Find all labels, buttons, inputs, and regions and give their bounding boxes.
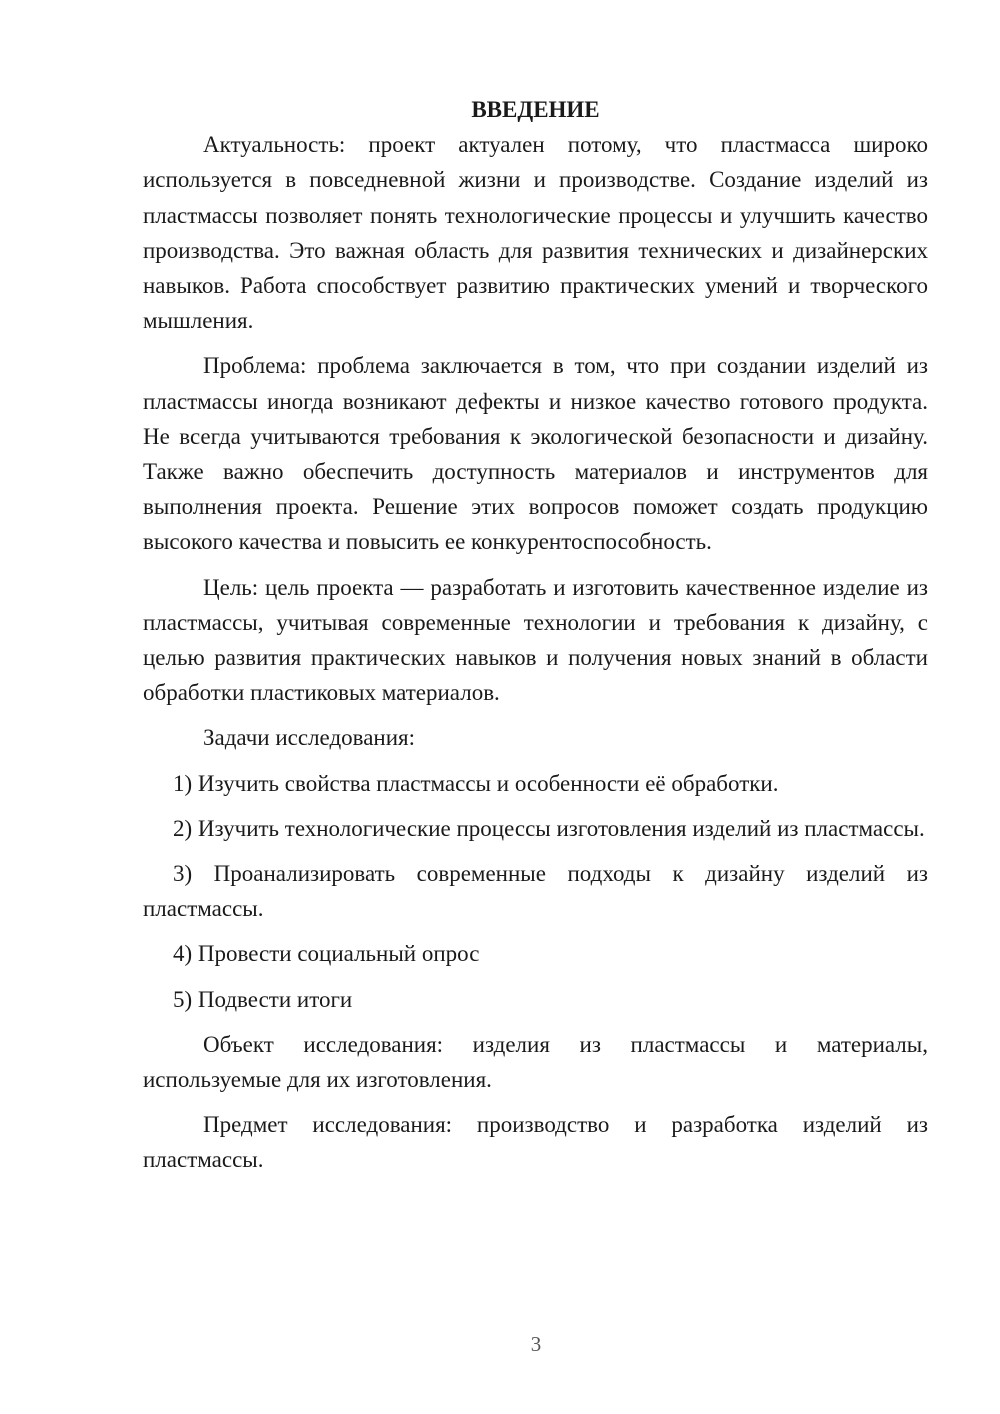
- task-item: 4) Провести социальный опрос: [173, 941, 480, 967]
- tasks-heading: Задачи исследования:: [203, 725, 416, 751]
- problem-paragraph: Проблема: проблема заключается в том, что при создании изделий из пластмассы иногда возникают дефекты и низкое качество готового продукта. Не всегда учитываются требования к экологической безопасности и дизайну. Также важно обеспечить доступность материалов и инструментов для выполнения проекта. Решение этих вопросов поможет создать продукцию высокого качества и повысить ее конкурентоспособность.: [143, 353, 928, 555]
- task-item: 2) Изучить технологические процессы изготовления изделий из пластмассы.: [173, 815, 925, 841]
- page-content: [143, 92, 928, 1178]
- page-title: ВВЕДЕНИЕ: [471, 97, 600, 122]
- page-number: 3: [530, 1332, 542, 1356]
- task-item: 5) Подвести итоги: [173, 986, 353, 1012]
- relevance-paragraph: Актуальность: проект актуален потому, что пластмасса широко используется в повседневной жизни и производстве. Создание изделий из пластмассы позволяет понять технологические процессы и улучшить качество производства. Это важная область для развития технических и дизайнерских навыков. Работа способствует развитию практических умений и творческого мышления.: [143, 132, 928, 334]
- subject-paragraph: Предмет исследования: производство и разработка изделий из пластмассы.: [143, 1112, 928, 1173]
- object-paragraph: Объект исследования: изделия из пластмассы и материалы, используемые для их изготовления.: [143, 1031, 928, 1093]
- task-item: 1) Изучить свойства пластмассы и особенности её обработки.: [173, 770, 779, 796]
- task-item: 3) Проанализировать современные подходы к дизайну изделий из пластмассы.: [143, 861, 928, 922]
- goal-paragraph: Цель: цель проекта — разработать и изготовить качественное изделие из пластмассы, учитывая современные технологии и требования к дизайну, с целью развития практических навыков и получения новых знаний в области обработки пластиковых материалов.: [143, 574, 928, 706]
